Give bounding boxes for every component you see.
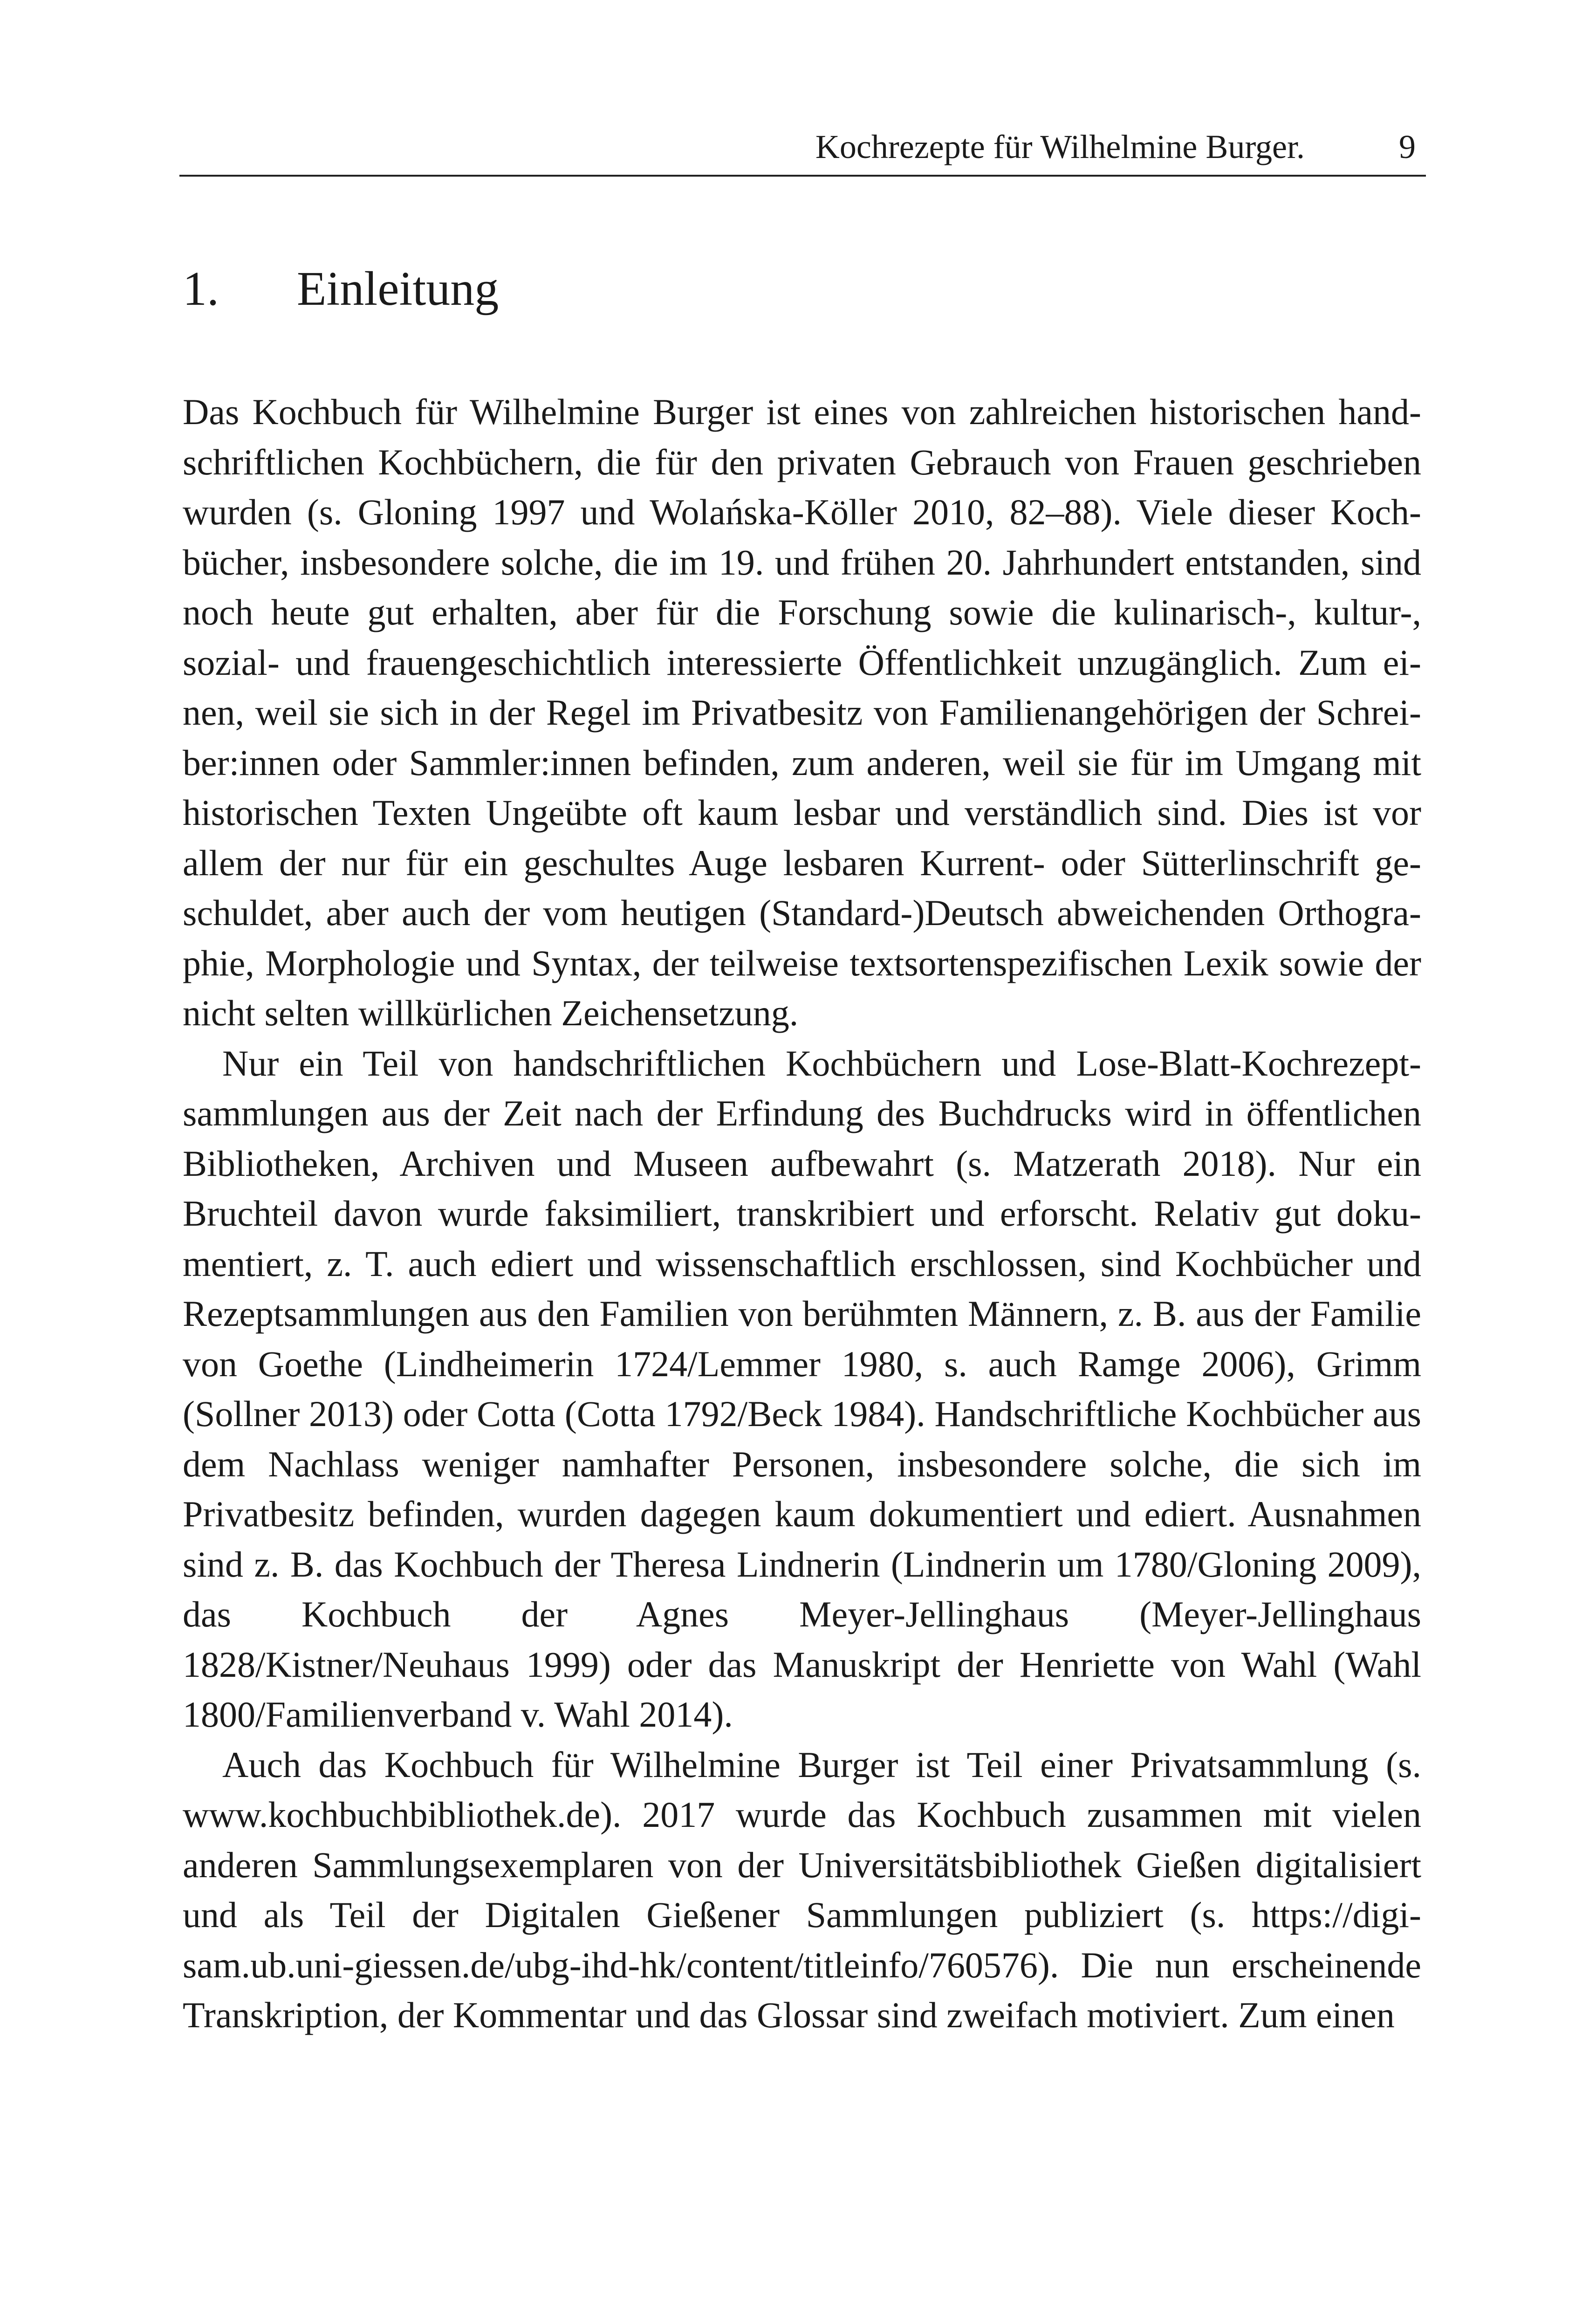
page-number: 9 bbox=[1399, 128, 1416, 165]
paragraph-1: Das Kochbuch für Wilhelmine Burger ist eines von zahlreichen historischen handschriftlichen Kochbüchern, die für den privaten Gebrauch von Frauen geschrieben wurden (s. Gloning 1997 und Wolańska-Köller 2010, 82–88). Viele dieser Kochbücher, insbesondere solche, die im 19. und frühen 20. Jahrhundert entstanden, sind noch heute gut erhalten, aber für die Forschung sowie die kulinarisch-, kultur-, sozial- und frauengeschichtlich interessierte Öffentlichkeit unzugänglich. Zum einen, weil sie sich in der Regel im Privatbesitz von Familienangehörigen der Schreiber:innen oder Sammler:innen befinden, zum anderen, weil sie für im Umgang mit historischen Texten Ungeübte oft kaum lesbar und verständlich sind. Dies ist vor allem der nur für ein geschultes Auge lesbaren Kurrent- oder Sütterlinschrift geschuldet, aber auch der vom heutigen (Standard-)Deutsch abweichenden Orthographie, Morphologie und Syntax, der teilweise textsortenspezifischen Lexik sowie der nicht selten willkürlichen Zeichensetzung. bbox=[183, 391, 1421, 1033]
body-text bbox=[183, 387, 1421, 2040]
chapter-heading bbox=[183, 254, 499, 324]
running-header bbox=[179, 119, 1426, 177]
running-header-title: Kochrezepte für Wilhelmine Burger. bbox=[815, 128, 1305, 165]
paragraph-3: Auch das Kochbuch für Wilhelmine Burger ist Teil einer Privatsammlung (s. www.kochbuchbibliothek.de). 2017 wurde das Kochbuch zusammen mit vielen anderen Sammlungsexemplaren von der Universitätsbibliothek Gießen digitalisiert und als Teil der Digitalen Gießener Sammlungen publiziert (s. https://digisam.ub.uni-giessen.de/ubg-ihd-hk/content/titleinfo/760576). Die nun erscheinende Transkription, der Kommentar und das Glossar sind zweifach motiviert. Zum einen bbox=[183, 1744, 1421, 2035]
chapter-title: Einleitung bbox=[297, 262, 499, 316]
paragraph-2: Nur ein Teil von handschriftlichen Kochbüchern und Lose-Blatt-Kochrezeptsammlungen aus der Zeit nach der Erfindung des Buchdrucks wird in öffentlichen Bibliotheken, Archiven und Museen aufbewahrt (s. Matzerath 2018). Nur ein Bruchteil davon wurde faksimiliert, transkribiert und erforscht. Relativ gut dokumentiert, z. T. auch ediert und wissenschaftlich erschlossen, sind Kochbücher und Rezeptsammlungen aus den Familien von berühmten Männern, z. B. aus der Familie von Goethe (Lindheimerin 1724/Lemmer 1980, s. auch Ramge 2006), Grimm (Sollner 2013) oder Cotta (Cotta 1792/Beck 1984). Handschriftliche Kochbücher aus dem Nachlass weniger namhafter Personen, insbesondere solche, die sich im Privatbesitz befinden, wurden dagegen kaum dokumentiert und ediert. Ausnahmen sind z. B. das Kochbuch der Theresa Lindnerin (Lindnerin um 1780/Gloning 2009), das Kochbuch der Agnes Meyer-Jellinghaus (Meyer-Jellinghaus 1828/Kistner/Neuhaus 1999) oder das Manuskript der Henriette von Wahl (Wahl 1800/Familienverband v. Wahl 2014). bbox=[183, 1043, 1421, 1735]
chapter-number: 1. bbox=[183, 262, 219, 316]
